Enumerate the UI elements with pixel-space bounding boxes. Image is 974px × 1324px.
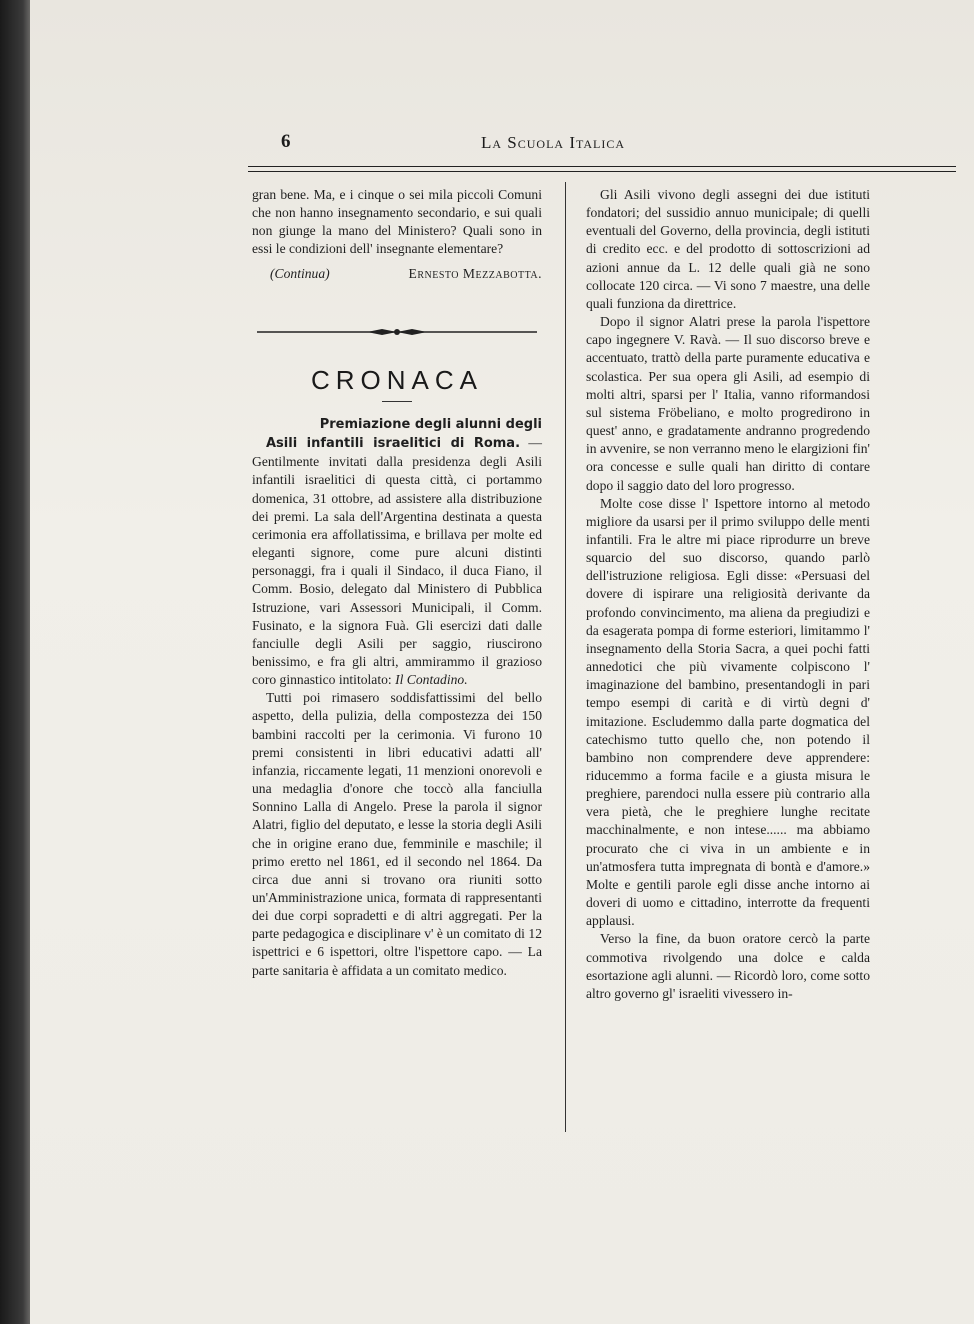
continua-note: (Continua) [270,265,330,281]
ornament-divider [257,327,537,337]
author-name: Ernesto Mezzabotta. [408,265,542,281]
article-paragraph-2: Tutti poi rimasero soddisfattissimi del bello aspetto, della pulizia, della compostezza dei 150 bambini raccolti per la cerimonia. Vi furono 10 premi consistenti in libri educativi adatti all' infanzia, riccamente legati, 11 menzioni onorevoli e una medaglia d'onore che toccò alla fanciulla Sonnino Lalla di Angelo. Prese la parola il signor Alatri, figlio del deputato, e lesse la storia degli Asili che in origine erano due, femminile e maschile; il primo eretto nel 1861, ed il secondo nel 1864. Da circa due anni si trovano ora riuniti sotto un'Amministrazione unica, formata di rappresentanti dei due corpi sopradetti e di altri aggregati. Per la parte pedagogica e disciplinare v' è un comitato di 12 ispettrici e 6 ispettori, oltre l'ispettore capo. — La parte sanitaria è affidata a un comitato medico. [252,690,542,978]
right-paragraph-1: Gli Asili vivono degli assegni dei due istituti fondatori; del sussidio annuo municipale; di quelli eventuali del Governo, della provincia, degli istituti di credito ecc. e del prodotto di sottoscrizioni ad azioni annue da L. 12 delle quali già ne sono collocate 120 circa. — Vi sono 7 maestre, una delle quali funziona da direttrice. [586,187,870,311]
article-first-paragraph [252,434,542,689]
right-paragraph-2: Dopo il signor Alatri prese la parola l'ispettore capo ingegnere V. Ravà. — Il suo discorso breve e accentuato, trattò della parte puramente educativa e scolastica. Per sua opera gli Asili, ad esempio di molti altri, sparsi per l' Italia, vanno riformandosi sul sistema Fröbeliano, e molto progredirono in quest' anno, e gradatamente andranno progredendo in avvenire, se non verranno meno le elargizioni fin' ora concesse e sulle quali han diritto di contare dopo il saggio dato del loro progresso. [586,314,870,493]
running-header [281,131,861,157]
right-column [586,186,870,1003]
article-headline-continued: Asili infantili israelitici di Roma. [266,436,521,452]
right-paragraph-4: Verso la fine, da buon oratore cercò la parte commotiva rivolgendo una dolce e calda esortazione agli alunni. — Ricordò loro, come sotto altro governo gl' israeliti vivessero in- [586,931,870,1001]
header-rule-top [248,166,956,167]
song-title: Il Contadino. [395,672,468,688]
title-short-rule [382,401,412,402]
article-headline: Premiazione degli alunni degli [319,416,542,432]
signature-line [252,265,542,283]
ornament-divider-icon [257,327,537,337]
header-rule-bottom [248,171,956,172]
column-divider [565,182,566,1132]
page-number: 6 [281,131,291,152]
intro-paragraph: gran bene. Ma, e i cinque o sei mila piccoli Comuni che non hanno insegnamento secondario, e sui quali non giunge la mano del Ministero? Quali sono in essi le condizioni dell' insegnante elementare? [252,187,542,257]
journal-title: La Scuola Italica [481,133,626,152]
right-paragraph-3: Molte cose disse l' Ispettore intorno al metodo migliore da usarsi per il primo sviluppo delle menti infantili. Fra le altre mi piace riprodurre un breve squarcio del suo discorso, quando parlò dell'istruzione religiosa. Egli disse: «Persuasi del dovere di ispirare una religiosità derivante da profondo convincimento, ma aliena da pregiudizi e da esagerata pompa di forme esteriori, limitammo l' insegnamento della Storia Sacra, a quei pochi fatti annedotici che più vivamente colpiscono l' imaginazione del bambino, presentandogli in pari tempo esempi di carità e di virtù degni d' imitazione. Escludemmo dalla parte dogmatica del catechismo tutto quello che, non potendo il bambino non comprendere deve apprendere: riducemmo a forma facile e a giusta misura le preghiere, parendoci nulla essere più contrario alla vera pietà, che le preghiere lunghe recitate macchinalmente, e non intese...... ma abbiamo procurato che ci viva in un ambiente e in un'atmosfera tutta impregnata di bontà e d'amore.» Molte e gentili parole egli disse anche intorno ai doveri di uomo e cittadino, interrotte da frequenti applausi. [586,495,870,929]
section-title: CRONACA [310,364,483,395]
article-p1-text: — Gentilmente invitati dalla presidenza degli Asili infantili israelitici di questa città, ci portammo domenica, 31 ottobre, ad assistere alla distribuzione dei premi. La sala dell'Argentina destinata a questa cerimonia era affollatissima, e brillava per molte ed eleganti signore, come pure alcuni distinti personaggi, fra i quali il Sindaco, il duca Fiano, il Comm. Bosio, delegato dal Ministero di Pubblica Istruzione, vari Assessori Municipali, il Comm. Fusinato, e la signora Fuà. Gli esercizi dati dalle fanciulle degli Asili per saggio, riuscirono benissimo, e fra gli altri, ammirammo il grazioso coro ginnastico intitolato: [252,435,542,688]
left-column [252,186,542,980]
